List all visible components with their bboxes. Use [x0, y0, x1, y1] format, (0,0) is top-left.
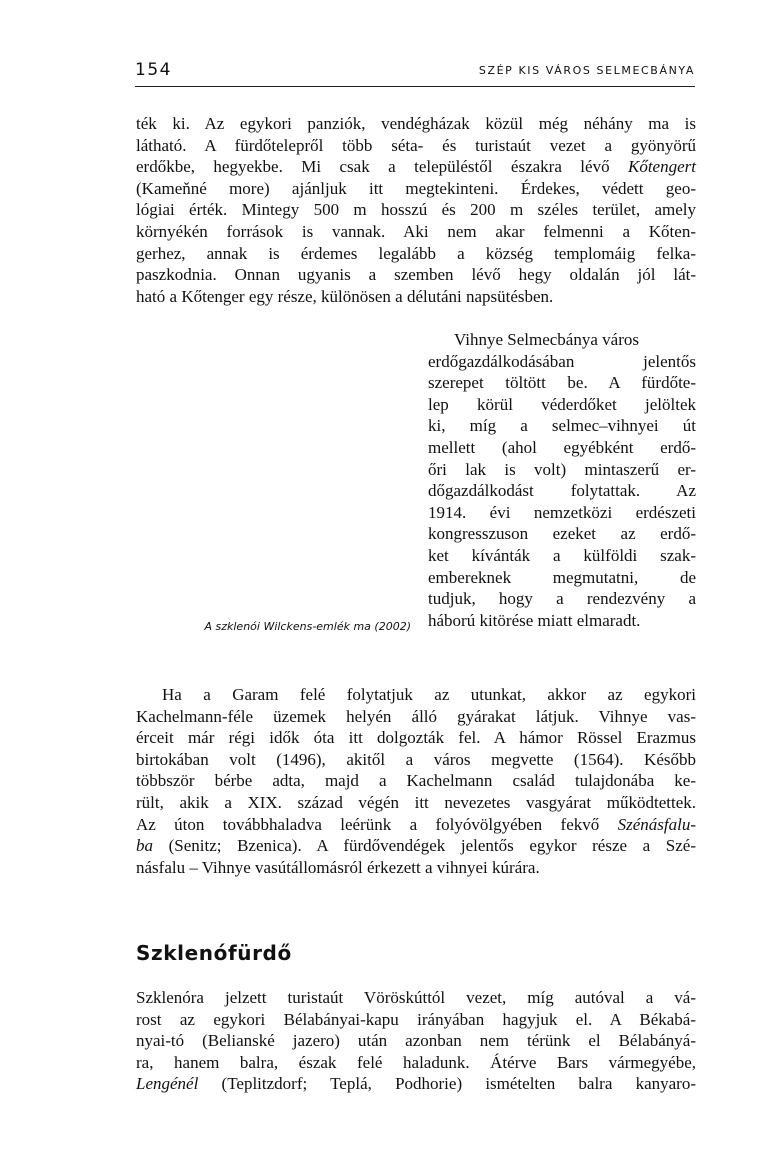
text-line: lógiai érték. Mintegy 500 m hosszú és 200 m széles terület, amely: [136, 200, 696, 220]
text-fragment: erdőkbe, hegyekbe. Mi csak a településtől északra lévő: [136, 157, 628, 177]
paragraph-szklenofurdo: [136, 987, 696, 1095]
text-line: Vihnye Selmecbánya város: [454, 330, 639, 349]
running-title: SZÉP KIS VÁROS SELMECBÁNYA: [478, 64, 695, 77]
text-line: kongresszuson ezeket az erdő-: [428, 524, 696, 544]
text-line: 1914. évi nemzetközi erdészeti: [428, 502, 696, 522]
text-line: násfalu – Vihnye vasútállomásról érkezett a vihnyei kúrára.: [136, 857, 540, 877]
text-line: ki, míg a selmec–vihnyei út: [428, 416, 696, 436]
text-fragment: (Teplitzdorf; Teplá, Podhorie) ismételten balra kanyaro-: [198, 1074, 696, 1094]
italic-term: Szénásfalu-: [617, 814, 696, 834]
text-line: Kachelmann-féle üzemek helyén álló gyárakat látjuk. Vihnye vas-: [136, 706, 696, 726]
paragraph-kotenger: [136, 113, 696, 307]
page-header: [135, 60, 695, 87]
text-line: lep körül véderdőket jelöltek: [428, 394, 696, 414]
paragraph-garam: [136, 684, 696, 878]
text-line: tudjuk, hogy a rendezvény a: [428, 589, 696, 609]
text-line: ket kívánták a külföldi szak-: [428, 545, 696, 565]
text-line: ték ki. Az egykori panziók, vendégházak közül még néhány ma is: [136, 114, 696, 133]
text-line: (Kameňné more) ajánljuk itt megtekinteni. Érdekes, védett geo-: [136, 178, 696, 198]
section-heading: Szklenófürdő: [136, 941, 292, 965]
text-line: ható a Kőtenger egy része, különösen a délutáni napsütésben.: [136, 286, 554, 306]
text-fragment: (Senitz; Bzenica). A fürdővendégek jelentős egykor része a Szé-: [153, 836, 696, 856]
text-line: nyai-tó (Belianské jazero) után azonban nem térünk el Bélabányá-: [136, 1031, 696, 1051]
text-fragment: Az úton továbbhaladva leérünk a folyóvölgyében fekvő: [136, 814, 618, 834]
text-line: Szklenóra jelzett turistaút Vöröskúttól vezet, míg autóval a vá-: [136, 988, 696, 1007]
text-line: [136, 814, 696, 836]
photo-caption: A szklenói Wilckens-emlék ma (2002): [204, 620, 411, 633]
page-number: 154: [135, 60, 172, 80]
text-line: dőgazdálkodást folytattak. Az: [428, 481, 696, 501]
text-line: erdőgazdálkodásában jelentős: [428, 351, 696, 371]
text-line: rült, akik a XIX. század végén itt nevezetes vasgyárat működtettek.: [136, 792, 696, 812]
text-line: ra, hanem balra, észak felé haladunk. Átérve Bars vármegyébe,: [136, 1052, 696, 1072]
text-line: látható. A fürdőtelepről több séta- és turistaút vezet a gyönyörű: [136, 135, 696, 155]
text-line: gerhez, annak is érdemes legalább a község templomáig felka-: [136, 243, 696, 263]
text-line: többször bérbe adta, majd a Kachelmann család tulajdonába ke-: [136, 771, 696, 791]
text-line: birtokában volt (1496), akitől a város megvette (1564). Később: [136, 749, 696, 769]
text-line: környékén források is vannak. Aki nem akar felmenni a Kőten-: [136, 221, 696, 241]
text-line: [136, 156, 696, 178]
text-line: [136, 1073, 696, 1095]
italic-term: Lengénél: [136, 1074, 199, 1094]
text-line: háború kitörése miatt elmaradt.: [428, 610, 641, 630]
text-line: rost az egykori Bélabányai-kapu irányában hagyjuk el. A Békabá-: [136, 1009, 696, 1029]
text-line: szerepet töltött be. A fürdőte-: [428, 373, 696, 393]
text-line: mellett (ahol egyébként erdő-: [428, 437, 696, 457]
italic-term: Kőtengert: [628, 157, 696, 177]
text-line: érceit már régi idők óta itt dolgozták fel. A hámor Rössel Erazmus: [136, 728, 696, 748]
text-line: paszkodnia. Onnan ugyanis a szemben lévő hegy oldalán jól lát-: [136, 265, 696, 285]
italic-term: ba: [136, 836, 153, 856]
text-line: őri lak is volt) mintaszerű er-: [428, 459, 696, 479]
text-line: [136, 835, 696, 857]
text-line: Ha a Garam felé folytatjuk az utunkat, akkor az egykori: [162, 685, 696, 704]
text-line: embereknek megmutatni, de: [428, 567, 696, 587]
paragraph-vihnye-forestry: [428, 329, 696, 631]
